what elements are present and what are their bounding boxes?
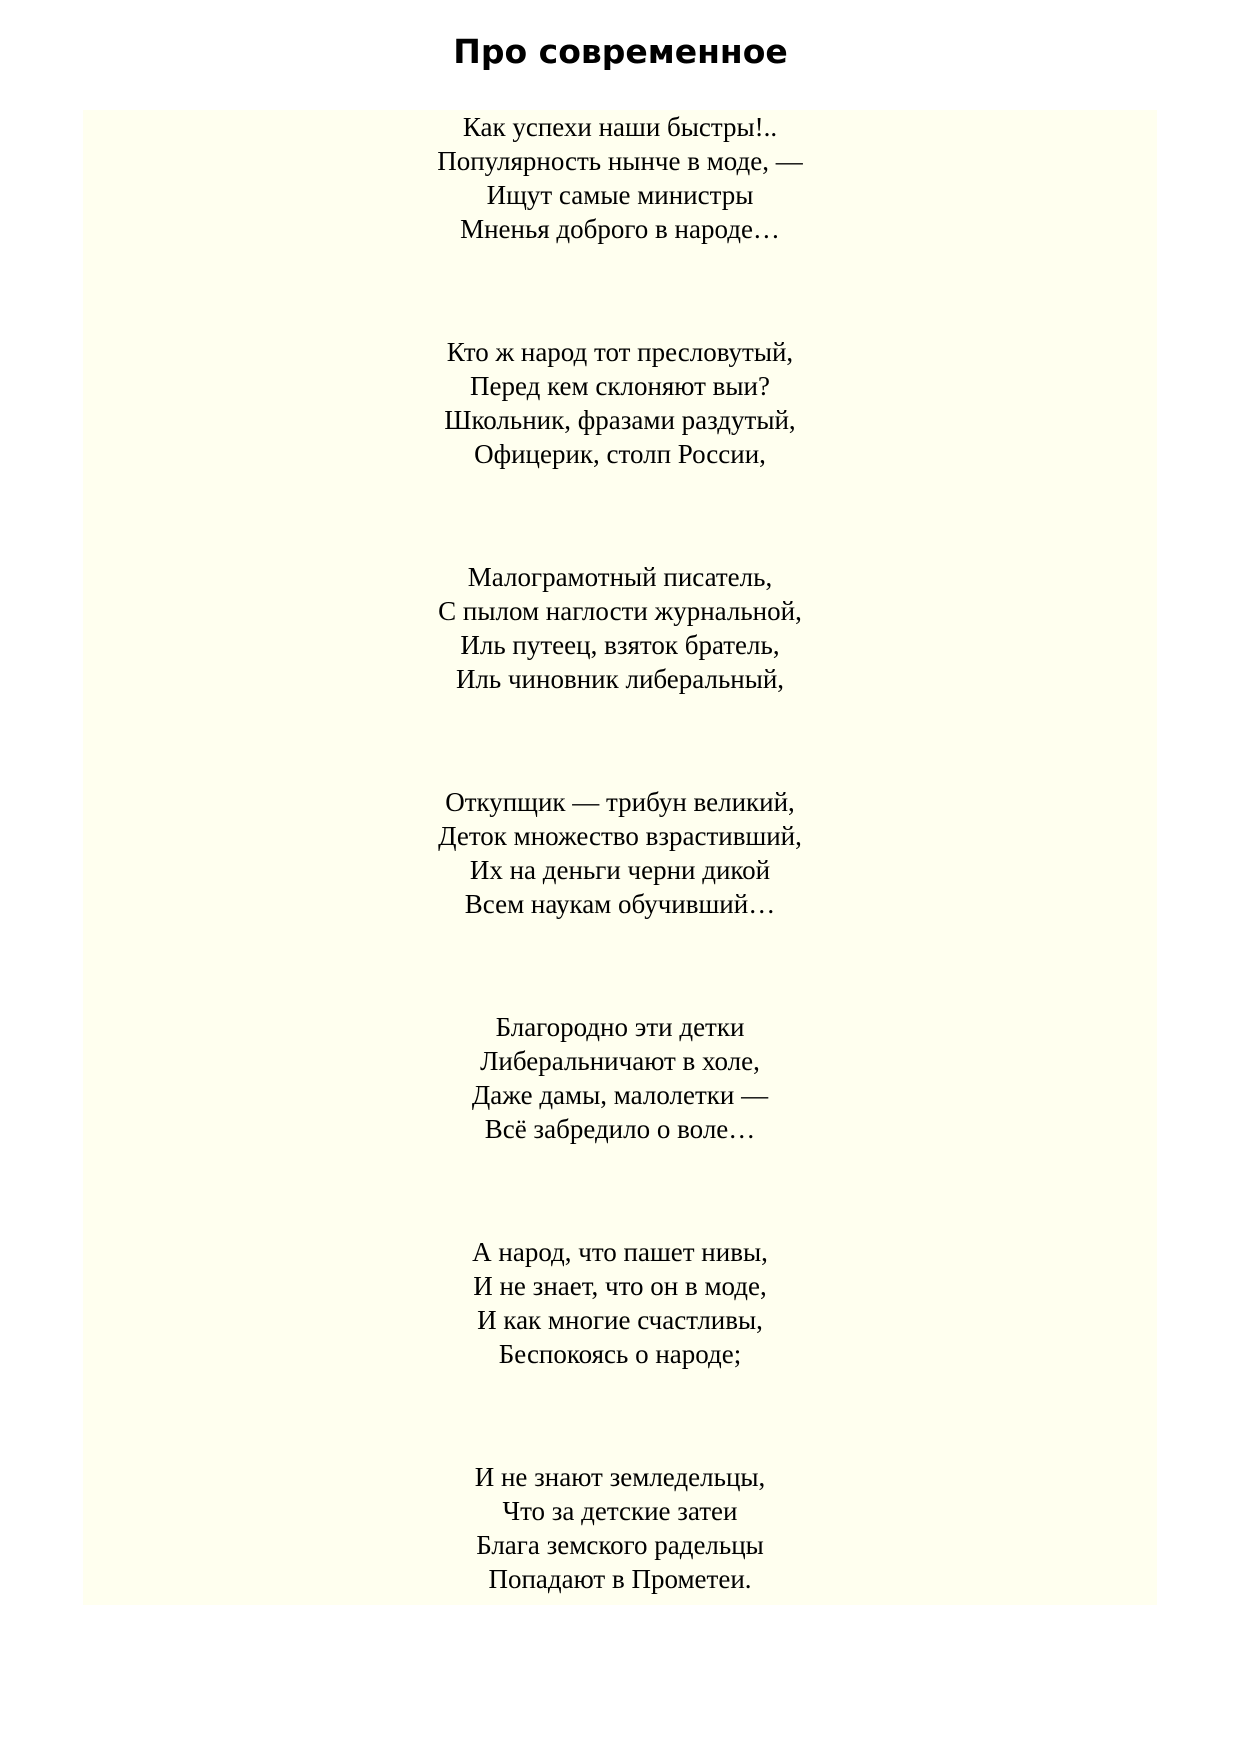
stanza-line: И не знает, что он в моде, bbox=[473, 1271, 767, 1301]
stanza-line: Беспокоясь о народе; bbox=[498, 1339, 742, 1369]
stanza-3 bbox=[83, 560, 1157, 696]
stanza-line: Всем наукам обучивший… bbox=[464, 889, 776, 919]
stanza-2 bbox=[83, 335, 1157, 471]
stanza-5 bbox=[83, 1010, 1157, 1146]
poem-panel bbox=[83, 110, 1157, 1605]
stanza-line: Ищут самые министры bbox=[486, 180, 754, 210]
stanza-line: Иль путеец, взяток братель, bbox=[460, 630, 780, 660]
poem-title: Про современное bbox=[453, 32, 788, 71]
stanza-line: Иль чиновник либеральный, bbox=[455, 664, 785, 694]
stanza-line: Офицерик, столп России, bbox=[474, 439, 766, 469]
stanza-line: А народ, что пашет нивы, bbox=[472, 1237, 768, 1267]
stanza-line: Деток множество взрастивший, bbox=[438, 821, 802, 851]
stanza-line: Попадают в Прометеи. bbox=[488, 1564, 752, 1594]
stanza-4 bbox=[83, 785, 1157, 921]
stanza-6 bbox=[83, 1235, 1157, 1371]
stanza-line: И как многие счастливы, bbox=[477, 1305, 763, 1335]
stanza-line: Благородно эти детки bbox=[495, 1012, 745, 1042]
stanza-line: Блага земского радельцы bbox=[476, 1530, 764, 1560]
stanza-line: Всё забредило о воле… bbox=[484, 1114, 756, 1144]
stanza-line: Даже дамы, малолетки — bbox=[471, 1080, 769, 1110]
stanza-1 bbox=[83, 110, 1157, 246]
stanza-line: Откупщик — трибун великий, bbox=[445, 787, 795, 817]
stanza-line: Кто ж народ тот пресловутый, bbox=[446, 337, 794, 367]
stanza-line: Популярность нынче в моде, — bbox=[437, 146, 803, 176]
stanza-line: Что за детские затеи bbox=[502, 1496, 738, 1526]
stanza-7 bbox=[83, 1460, 1157, 1596]
stanza-line: И не знают земледельцы, bbox=[474, 1462, 766, 1492]
stanza-line: Школьник, фразами раздутый, bbox=[444, 405, 796, 435]
stanza-line: Их на деньги черни дикой bbox=[469, 855, 771, 885]
stanza-line: Перед кем склоняют выи? bbox=[470, 371, 770, 401]
stanza-line: Мненья доброго в народе… bbox=[460, 214, 780, 244]
stanza-line: Либеральничают в холе, bbox=[480, 1046, 760, 1076]
stanza-line: С пылом наглости журнальной, bbox=[438, 596, 802, 626]
stanza-line: Малограмотный писатель, bbox=[467, 562, 773, 592]
stanza-line: Как успехи наши быстры!.. bbox=[462, 112, 778, 142]
